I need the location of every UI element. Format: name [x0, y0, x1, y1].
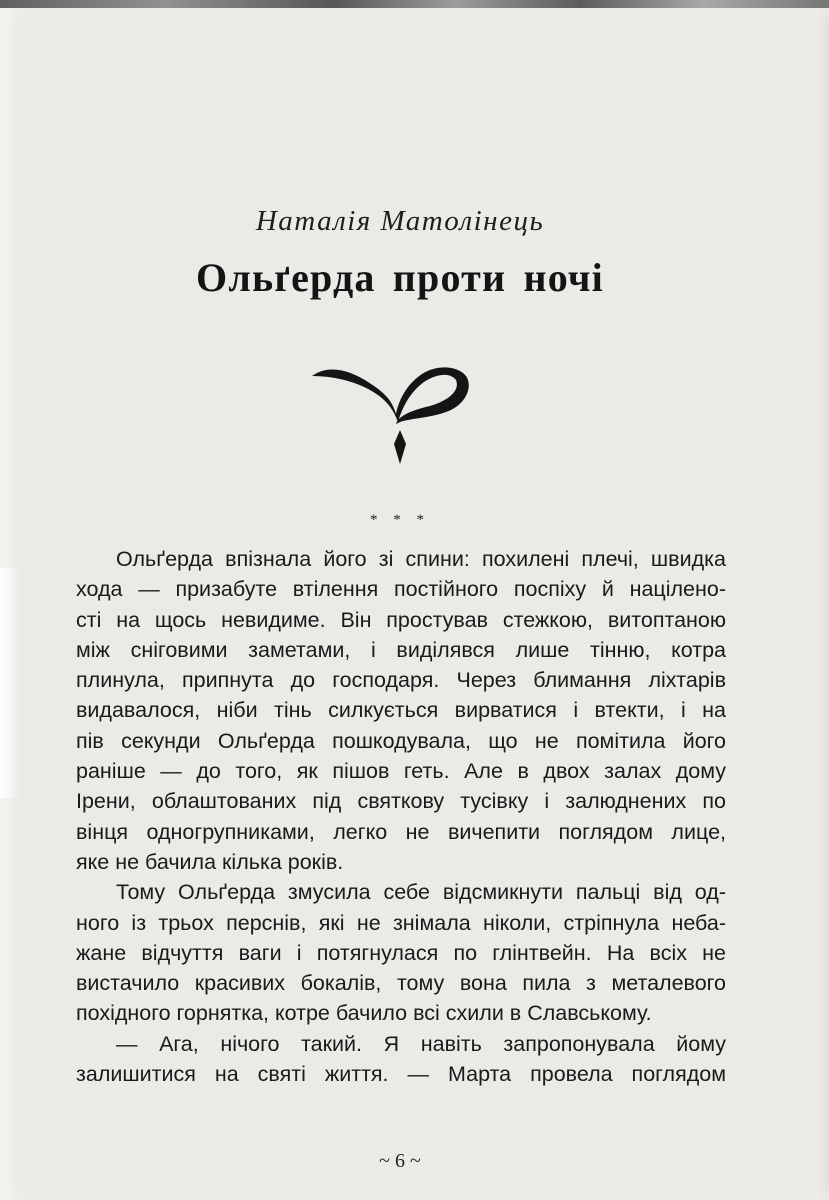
- text-line: між сніговими заметами, і виділявся лише тінню, котра: [76, 637, 726, 662]
- text-line: яке не бачила кілька років.: [76, 849, 344, 874]
- body-text: [76, 544, 726, 1089]
- text-line: плинула, припнута до господаря. Через блимання ліхтарів: [76, 668, 726, 693]
- text-line: раніше — до того, як пішов геть. Але в двох залах дому: [76, 759, 726, 784]
- question-mark-flourish-icon: [300, 352, 480, 467]
- text-line: вистачило красивих бокалів, тому вона пила з металевого: [76, 971, 726, 996]
- text-line: хода — призабуте втілення постійного поспіху й націлено-: [76, 577, 726, 602]
- text-line: ного із трьох перснів, які не знімала ніколи, стріпнула неба-: [76, 910, 726, 935]
- text-line: залишитися на святі життя. — Марта провела поглядом: [76, 1062, 726, 1087]
- text-line: пів секунди Ольґерда пошкодувала, що не помітила його: [76, 728, 726, 753]
- text-line: — Ага, нічого такий. Я навіть запропонувала йому: [116, 1031, 726, 1056]
- story-title: Ольґерда проти ночі: [196, 255, 604, 300]
- text-line: жане відчуття ваги і потягнулася по глінтвейн. На всіх не: [76, 940, 726, 965]
- light-glare: [0, 568, 18, 798]
- author-name: Наталія Матолінець: [255, 205, 545, 237]
- text-line: Ірени, облаштованих під святкову тусівку і залюднених по: [76, 789, 726, 814]
- text-line: Ольґерда впізнала його зі спини: похилені плечі, швидка: [116, 547, 726, 571]
- section-separator: * * *: [370, 512, 430, 528]
- page-number: ~ 6 ~: [379, 1150, 421, 1172]
- text-line: вінця одногрупниками, легко не вичепити поглядом лице,: [76, 819, 726, 844]
- text-line: видавалося, ніби тінь силкується вирватися і втекти, і на: [76, 698, 726, 723]
- text-line: сті на щось невидиме. Він простував стежкою, витоптаною: [76, 607, 726, 632]
- text-line: Тому Ольґерда змусила себе відсмикнути пальці від од-: [116, 880, 726, 905]
- text-line: похідного горнятка, котре бачило всі схили в Славському.: [76, 1001, 652, 1026]
